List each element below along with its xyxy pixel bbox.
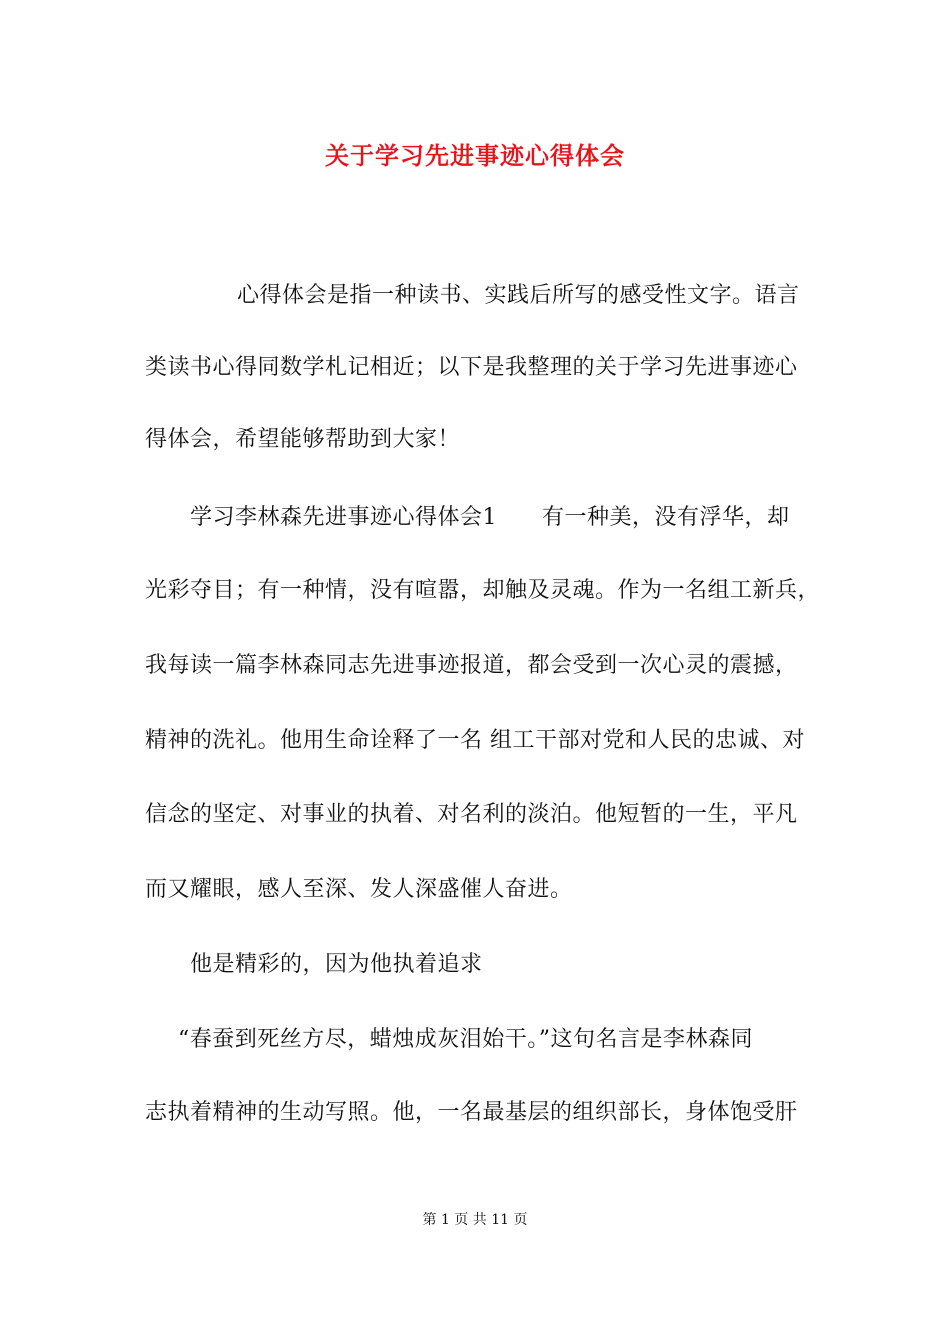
text-line: 光彩夺目；有一种情，没有喧嚣，却触及灵魂。作为一名组工新兵，: [145, 578, 821, 603]
text-line: 得体会，希望能够帮助到大家！: [145, 427, 461, 452]
text-line: 志执着精神的生动写照。他，一名最基层的组织部长，身体饱受肝: [145, 1100, 798, 1125]
section-heading: 他是精彩的，因为他执着追求: [190, 952, 483, 977]
text-line: 信念的坚定、对事业的执着、对名利的淡泊。他短暂的一生，平凡: [145, 802, 798, 827]
text-line: 精神的洗礼。他用生命诠释了一名 组工干部对党和人民的忠诚、对: [145, 728, 805, 753]
text-line: 类读书心得同数学札记相近；以下是我整理的关于学习先进事迹心: [145, 355, 798, 380]
text-line: 而又耀眼，感人至深、发人深盛催人奋进。: [145, 877, 573, 902]
text-line: 我每读一篇李林森同志先进事迹报道，都会受到一次心灵的震撼，: [145, 653, 798, 678]
page-footer: 第 1 页 共 11 页: [422, 1212, 528, 1228]
text-line: 学习李林森先进事迹心得体会1 有一种美，没有浮华，却: [190, 505, 790, 530]
document-title: 关于学习先进事迹心得体会: [325, 141, 625, 170]
text-line: “春蚕到死丝方尽，蜡烛成灰泪始干。”这句名言是李林森同: [178, 1027, 753, 1052]
text-line: 心得体会是指一种读书、实践后所写的感受性文字。语言: [237, 283, 800, 308]
